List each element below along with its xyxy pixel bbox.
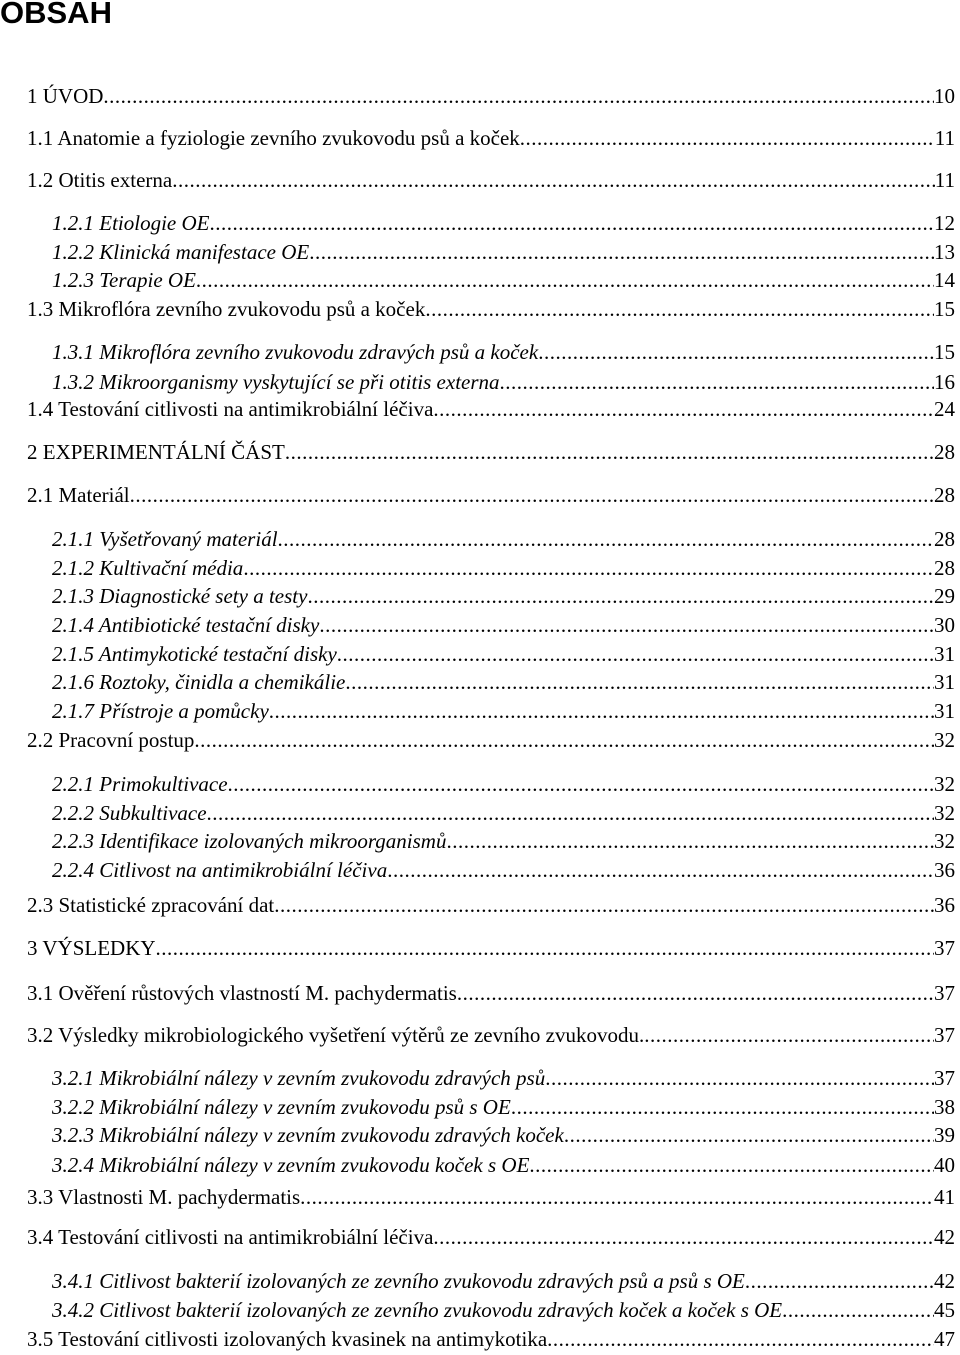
toc-entry-number: 1.3.2 bbox=[52, 370, 94, 394]
toc-entry[interactable] bbox=[52, 239, 955, 265]
toc-leader-dots bbox=[520, 125, 935, 151]
toc-entry-number: 2.1.1 bbox=[52, 527, 94, 551]
toc-leader-dots bbox=[285, 439, 934, 465]
toc-entry-page: 32 bbox=[934, 728, 955, 752]
toc-entry-title: Kultivační média bbox=[99, 556, 244, 580]
toc-leader-dots bbox=[194, 727, 934, 753]
toc-entry-page: 10 bbox=[934, 84, 955, 108]
toc-entry-page: 37 bbox=[934, 981, 955, 1005]
toc-entry[interactable] bbox=[27, 396, 955, 422]
toc-entry-number: 2.1.7 bbox=[52, 699, 94, 723]
toc-entry[interactable] bbox=[27, 1022, 955, 1048]
toc-entry[interactable] bbox=[27, 1326, 955, 1352]
toc-entry-page: 15 bbox=[934, 297, 955, 321]
toc-leader-dots bbox=[309, 239, 934, 265]
toc-leader-dots bbox=[782, 1297, 934, 1323]
toc-entry-title: Statistické zpracování dat bbox=[58, 893, 275, 917]
toc-entry-page: 45 bbox=[934, 1298, 955, 1322]
toc-entry[interactable] bbox=[27, 167, 955, 193]
toc-entry-page: 42 bbox=[934, 1269, 955, 1293]
toc-entry-number: 3 bbox=[27, 936, 38, 960]
toc-entry-title: Citlivost bakterií izolovaných ze zevního zvukovodu zdravých psů a psů s OE bbox=[99, 1269, 745, 1293]
toc-entry-number: 1.2.3 bbox=[52, 268, 94, 292]
toc-leader-dots bbox=[278, 526, 934, 552]
toc-entry-title: Mikroorganismy vyskytující se při otitis externa bbox=[99, 370, 500, 394]
toc-entry[interactable] bbox=[52, 771, 955, 797]
toc-entry-title: Mikroflóra zevního zvukovodu psů a koček bbox=[58, 297, 426, 321]
toc-entry-title: Vyšetřovaný materiál bbox=[99, 527, 278, 551]
toc-entry-title: Otitis externa bbox=[58, 168, 173, 192]
toc-entry[interactable] bbox=[52, 267, 955, 293]
toc-entry-page: 40 bbox=[934, 1153, 955, 1177]
toc-entry-number: 2.3 bbox=[27, 893, 54, 917]
toc-entry[interactable] bbox=[52, 857, 955, 883]
toc-entry[interactable] bbox=[52, 1094, 955, 1120]
toc-entry-page: 24 bbox=[934, 397, 955, 421]
toc-entry-title: EXPERIMENTÁLNÍ ČÁST bbox=[42, 440, 285, 464]
toc-entry-number: 3.2 bbox=[27, 1023, 54, 1047]
toc-leader-dots bbox=[156, 935, 934, 961]
toc-leader-dots bbox=[172, 167, 935, 193]
toc-entry-page: 31 bbox=[934, 670, 955, 694]
toc-entry[interactable] bbox=[52, 1268, 955, 1294]
toc-entry-number: 2.2 bbox=[27, 728, 54, 752]
toc-leader-dots bbox=[269, 698, 934, 724]
toc-entry-page: 37 bbox=[934, 1066, 955, 1090]
toc-entry-title: Pracovní postup bbox=[58, 728, 195, 752]
toc-entry[interactable] bbox=[52, 1297, 955, 1323]
toc-leader-dots bbox=[433, 1224, 934, 1250]
toc-leader-dots bbox=[337, 641, 934, 667]
toc-entry-title: ÚVOD bbox=[42, 84, 104, 108]
toc-entry-number: 3.2.2 bbox=[52, 1095, 94, 1119]
toc-entry[interactable] bbox=[52, 369, 955, 395]
toc-entry-page: 36 bbox=[934, 893, 955, 917]
toc-entry[interactable] bbox=[52, 828, 955, 854]
toc-entry-page: 32 bbox=[934, 772, 955, 796]
toc-entry-title: Přístroje a pomůcky bbox=[99, 699, 269, 723]
toc-entry[interactable] bbox=[52, 1152, 955, 1178]
toc-leader-dots bbox=[387, 857, 934, 883]
toc-entry-number: 2 bbox=[27, 440, 38, 464]
toc-entry-title: Materiál bbox=[58, 483, 130, 507]
toc-entry[interactable] bbox=[27, 482, 955, 508]
toc-entry-page: 32 bbox=[934, 801, 955, 825]
toc-leader-dots bbox=[529, 1152, 934, 1178]
toc-entry-title: Antibiotické testační disky bbox=[98, 613, 320, 637]
toc-entry-title: Etiologie OE bbox=[99, 211, 210, 235]
toc-entry-number: 2.2.1 bbox=[52, 772, 94, 796]
toc-entry-title: Vlastnosti M. pachydermatis bbox=[58, 1185, 301, 1209]
toc-entry-number: 1.3 bbox=[27, 297, 54, 321]
toc-entry-number: 3.2.3 bbox=[52, 1123, 94, 1147]
toc-entry[interactable] bbox=[52, 1122, 955, 1148]
toc-entry-title: Subkultivace bbox=[99, 801, 207, 825]
toc-entry-title: Citlivost na antimikrobiální léčiva bbox=[99, 858, 388, 882]
toc-entry-title: Primokultivace bbox=[99, 772, 228, 796]
toc-entry-page: 15 bbox=[934, 340, 955, 364]
toc-entry-page: 28 bbox=[934, 556, 955, 580]
toc-entry-page: 32 bbox=[934, 829, 955, 853]
toc-entry-title: VÝSLEDKY bbox=[42, 936, 156, 960]
toc-entry-title: Mikrobiální nálezy v zevním zvukovodu koček s OE bbox=[99, 1153, 530, 1177]
toc-entry-number: 1.1 bbox=[27, 126, 54, 150]
toc-entry-title: Klinická manifestace OE bbox=[99, 240, 310, 264]
toc-entry-title: Anatomie a fyziologie zevního zvukovodu psů a koček bbox=[57, 126, 520, 150]
toc-leader-dots bbox=[500, 369, 934, 395]
toc-entry[interactable] bbox=[27, 935, 955, 961]
toc-entry-page: 29 bbox=[934, 584, 955, 608]
toc-entry-number: 2.1.4 bbox=[52, 613, 94, 637]
toc-entry-title: Diagnostické sety a testy bbox=[99, 584, 308, 608]
toc-leader-dots bbox=[103, 83, 934, 109]
toc-leader-dots bbox=[207, 800, 934, 826]
toc-leader-dots bbox=[345, 669, 934, 695]
toc-entry-number: 1.2.1 bbox=[52, 211, 94, 235]
toc-leader-dots bbox=[745, 1268, 934, 1294]
toc-entry-number: 2.1.2 bbox=[52, 556, 94, 580]
toc-leader-dots bbox=[209, 210, 934, 236]
toc-entry[interactable] bbox=[27, 727, 955, 753]
toc-leader-dots bbox=[564, 1122, 934, 1148]
toc-entry-page: 28 bbox=[934, 483, 955, 507]
toc-entry-page: 30 bbox=[934, 613, 955, 637]
toc-entry-number: 3.1 bbox=[27, 981, 54, 1005]
toc-entry-page: 37 bbox=[934, 936, 955, 960]
toc-entry-number: 2.1.3 bbox=[52, 584, 94, 608]
toc-entry-number: 3.5 bbox=[27, 1327, 54, 1351]
toc-leader-dots bbox=[307, 583, 934, 609]
toc-entry-number: 2.2.3 bbox=[52, 829, 94, 853]
toc-leader-dots bbox=[425, 296, 934, 322]
toc-entry-number: 3.4.2 bbox=[52, 1298, 94, 1322]
toc-entry-page: 16 bbox=[934, 370, 955, 394]
toc-leader-dots bbox=[196, 267, 934, 293]
toc-entry[interactable] bbox=[52, 612, 955, 638]
toc-entry[interactable] bbox=[52, 210, 955, 236]
toc-entry-page: 36 bbox=[934, 858, 955, 882]
toc-leader-dots bbox=[547, 1326, 934, 1352]
toc-leader-dots bbox=[274, 892, 934, 918]
toc-entry-number: 3.2.1 bbox=[52, 1066, 94, 1090]
toc-entry-title: Terapie OE bbox=[99, 268, 196, 292]
toc-entry-page: 13 bbox=[934, 240, 955, 264]
toc-entry[interactable] bbox=[52, 669, 955, 695]
toc-entry-page: 12 bbox=[934, 211, 955, 235]
toc-entry-number: 2.2.4 bbox=[52, 858, 94, 882]
toc-entry-page: 11 bbox=[934, 126, 955, 150]
toc-entry-number: 1.2.2 bbox=[52, 240, 94, 264]
toc-entry[interactable] bbox=[52, 1065, 955, 1091]
toc-entry[interactable] bbox=[52, 555, 955, 581]
toc-entry[interactable] bbox=[27, 439, 955, 465]
toc-leader-dots bbox=[545, 1065, 934, 1091]
toc-entry-number: 1.4 bbox=[27, 397, 54, 421]
toc-entry-title: Výsledky mikrobiologického vyšetření výtěrů ze zevního zvukovodu. bbox=[58, 1023, 645, 1047]
toc-entry-title: Mikrobiální nálezy v zevním zvukovodu zdravých psů bbox=[99, 1066, 546, 1090]
toc-entry[interactable] bbox=[52, 698, 955, 724]
toc-leader-dots bbox=[130, 482, 934, 508]
toc-entry[interactable] bbox=[52, 526, 955, 552]
toc-entry[interactable] bbox=[27, 83, 955, 109]
toc-entry-number: 1 bbox=[27, 84, 38, 108]
toc-entry[interactable] bbox=[27, 980, 955, 1006]
toc-leader-dots bbox=[300, 1184, 934, 1210]
toc-entry-title: Testování citlivosti izolovaných kvasinek na antimykotika bbox=[58, 1327, 548, 1351]
toc-entry[interactable] bbox=[27, 125, 955, 151]
toc-entry[interactable] bbox=[52, 583, 955, 609]
toc-entry[interactable] bbox=[52, 641, 955, 667]
toc-entry-page: 38 bbox=[934, 1095, 955, 1119]
toc-entry-page: 31 bbox=[934, 642, 955, 666]
toc-leader-dots bbox=[433, 396, 934, 422]
toc-entry-title: Testování citlivosti na antimikrobiální léčiva bbox=[58, 1225, 434, 1249]
toc-entry-title: Mikrobiální nálezy v zevním zvukovodu psů s OE bbox=[99, 1095, 511, 1119]
toc-entry[interactable] bbox=[52, 800, 955, 826]
toc-entry-title: Citlivost bakterií izolovaných ze zevního zvukovodu zdravých koček a koček s OE bbox=[99, 1298, 783, 1322]
toc-entry-number: 3.4.1 bbox=[52, 1269, 94, 1293]
toc-entry[interactable] bbox=[27, 892, 955, 918]
toc-leader-dots bbox=[538, 339, 934, 365]
toc-entry-title: Mikroflóra zevního zvukovodu zdravých psů a koček bbox=[99, 340, 539, 364]
toc-entry-page: 41 bbox=[934, 1185, 955, 1209]
toc-entry-title: Antimykotické testační disky bbox=[98, 642, 337, 666]
toc-entry-title: Ověření růstových vlastností M. pachydermatis bbox=[58, 981, 457, 1005]
page-title: OBSAH bbox=[0, 0, 112, 30]
toc-entry-number: 3.2.4 bbox=[52, 1153, 94, 1177]
toc-entry-number: 2.1 bbox=[27, 483, 54, 507]
toc-entry-page: 28 bbox=[934, 440, 955, 464]
toc-entry[interactable] bbox=[27, 296, 955, 322]
toc-entry-number: 1.3.1 bbox=[52, 340, 94, 364]
toc-entry-page: 42 bbox=[934, 1225, 955, 1249]
toc-leader-dots bbox=[511, 1094, 934, 1120]
toc-entry-page: 31 bbox=[934, 699, 955, 723]
toc-entry-title: Mikrobiální nálezy v zevním zvukovodu zdravých koček bbox=[99, 1123, 564, 1147]
toc-leader-dots bbox=[457, 980, 934, 1006]
toc-leader-dots bbox=[243, 555, 934, 581]
toc-entry[interactable] bbox=[27, 1184, 955, 1210]
toc-entry[interactable] bbox=[52, 339, 955, 365]
toc-entry-title: Testování citlivosti na antimikrobiální léčiva bbox=[58, 397, 434, 421]
toc-entry-title: Roztoky, činidla a chemikálie bbox=[99, 670, 346, 694]
toc-entry[interactable] bbox=[27, 1224, 955, 1250]
toc-leader-dots bbox=[319, 612, 934, 638]
toc-entry-page: 47 bbox=[934, 1327, 955, 1351]
toc-entry-page: 37 bbox=[934, 1023, 955, 1047]
toc-entry-page: 11 bbox=[934, 168, 955, 192]
toc-entry-page: 28 bbox=[934, 527, 955, 551]
toc-entry-page: 14 bbox=[934, 268, 955, 292]
toc-entry-page: 39 bbox=[934, 1123, 955, 1147]
toc-entry-number: 2.2.2 bbox=[52, 801, 94, 825]
toc-entry-number: 3.3 bbox=[27, 1185, 54, 1209]
toc-leader-dots bbox=[644, 1022, 934, 1048]
toc-entry-number: 2.1.6 bbox=[52, 670, 94, 694]
toc-leader-dots bbox=[446, 828, 934, 854]
toc-entry-number: 3.4 bbox=[27, 1225, 54, 1249]
toc-entry-number: 1.2 bbox=[27, 168, 54, 192]
toc-leader-dots bbox=[228, 771, 934, 797]
toc-entry-number: 2.1.5 bbox=[52, 642, 94, 666]
toc-entry-title: Identifikace izolovaných mikroorganismů bbox=[99, 829, 447, 853]
